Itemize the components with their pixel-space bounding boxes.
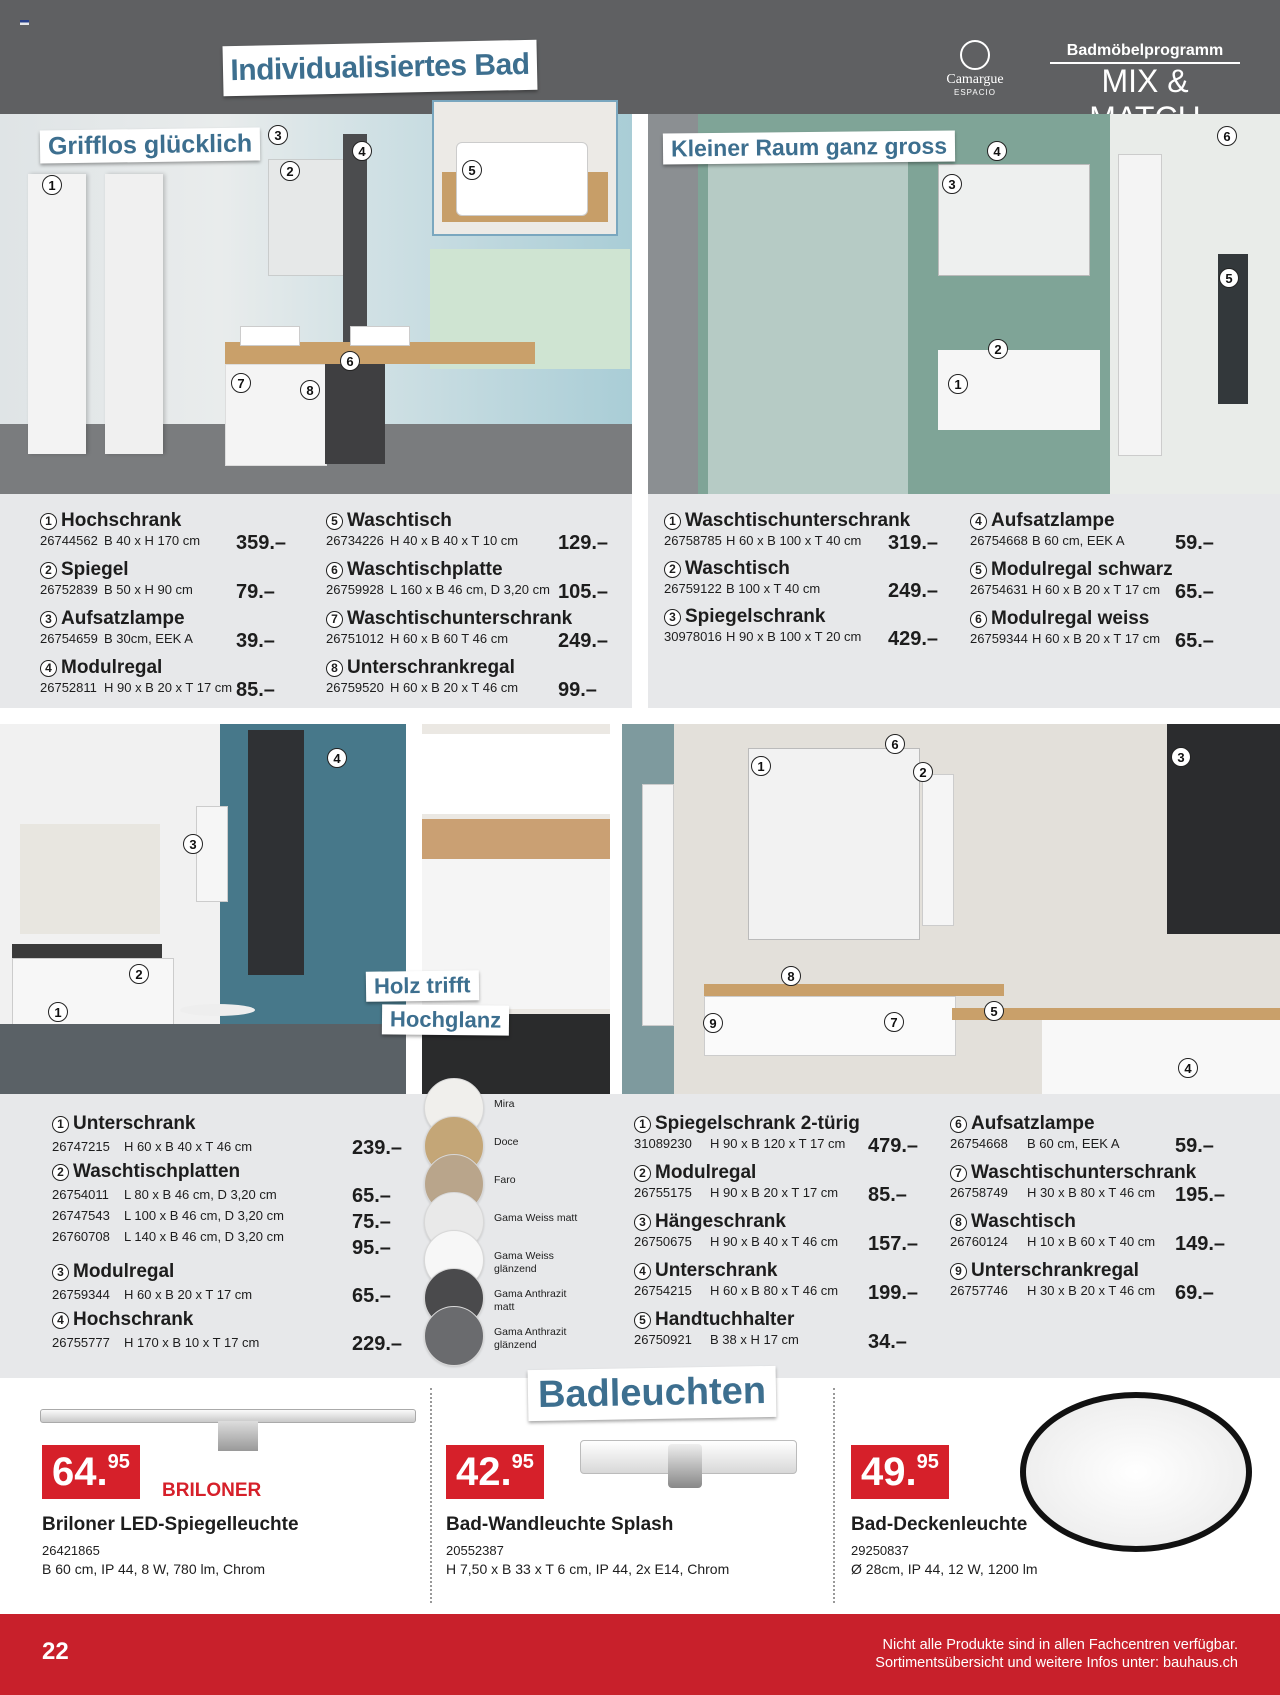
brand-sub: ESPACIO (954, 88, 996, 97)
price-cents: 95 (511, 1451, 534, 1473)
item-number-icon: 6 (950, 1116, 967, 1133)
scene3-photo (0, 724, 406, 1094)
price-cents: 95 (107, 1451, 130, 1473)
item-number-icon: 4 (52, 1312, 69, 1329)
product-dimensions: H 10 x B 60 x T 40 cm (1027, 1234, 1156, 1249)
article-number: 26754011 (52, 1187, 109, 1202)
article-number: 26759928 (326, 582, 384, 597)
product-name-row (52, 1161, 402, 1183)
product-dimensions: H 60 x B 20 x T 17 cm (1032, 631, 1161, 646)
product-item (52, 1309, 402, 1352)
product-price: 149.– (1175, 1233, 1226, 1255)
item-number-icon: 2 (52, 1164, 69, 1181)
scene2-photo (648, 114, 1280, 494)
footer-note-line2: Sortimentsübersicht und weitere Infos unter: bauhaus.ch (875, 1655, 1238, 1671)
item-number-icon: 2 (634, 1165, 651, 1182)
article-number: 26751012 (326, 631, 384, 646)
item-number-icon: 5 (634, 1312, 651, 1329)
callout-1: 1 (48, 1002, 68, 1022)
ceiling-light-image (1020, 1392, 1252, 1552)
callout-5: 5 (984, 1001, 1004, 1021)
scene3-detail-photo (422, 724, 610, 1094)
product-name: Modulregal weiss (991, 608, 1150, 629)
product-price: 65.– (352, 1185, 391, 1207)
callout-3: 3 (942, 174, 962, 194)
lamp-name: Briloner LED-Spiegelleuchte (42, 1514, 299, 1535)
lamp-spec: H 7,50 x B 33 x T 6 cm, IP 44, 2x E14, Chrom (446, 1561, 730, 1577)
product-price: 65.– (1175, 630, 1214, 652)
product-price: 75.– (352, 1211, 391, 1233)
footer-note-line1: Nicht alle Produkte sind in allen Fachcentren verfügbar. (882, 1637, 1238, 1653)
callout-4: 4 (1178, 1058, 1198, 1078)
product-name: Modulregal schwarz (991, 559, 1173, 580)
item-number-icon: 5 (326, 513, 343, 530)
product-name: Waschtisch (347, 510, 452, 531)
product-price: 59.– (1175, 1135, 1214, 1157)
finish-label: Faro (494, 1174, 516, 1186)
product-name-row (970, 510, 1245, 532)
item-number-icon: 3 (40, 611, 57, 628)
product-name: Waschtisch (971, 1211, 1076, 1232)
item-number-icon: 3 (634, 1214, 651, 1231)
callout-7: 7 (884, 1012, 904, 1032)
separator (833, 1388, 835, 1603)
wall-light-mount (668, 1444, 702, 1488)
product-name-row (326, 608, 628, 630)
price-tag (446, 1445, 544, 1499)
product-name: Handtuchhalter (655, 1309, 795, 1330)
product-name: Aufsatzlampe (61, 608, 185, 629)
product-spec-row (52, 1286, 402, 1304)
item-number-icon: 1 (52, 1116, 69, 1133)
product-price: 157.– (868, 1233, 919, 1255)
item-number-icon: 3 (664, 609, 681, 626)
finish-label: Gama Weiss matt (494, 1212, 578, 1224)
article-number: 26752839 (40, 582, 98, 597)
price-main: 42. (456, 1449, 512, 1494)
item-number-icon: 1 (634, 1116, 651, 1133)
item-number-icon: 5 (970, 562, 987, 579)
product-price: 65.– (1175, 581, 1214, 603)
product-dimensions: H 90 x B 40 x T 46 cm (710, 1234, 839, 1249)
product-spec-row (52, 1138, 402, 1156)
product-name-row (326, 657, 628, 679)
price-main: 64. (52, 1449, 108, 1494)
product-name: Hängeschrank (655, 1211, 786, 1232)
product-dimensions: H 90 x B 20 x T 17 cm (710, 1185, 839, 1200)
product-name: Hochschrank (61, 510, 182, 531)
product-name: Waschtischplatten (73, 1161, 241, 1182)
article-number: 26754631 (970, 582, 1028, 597)
callout-6: 6 (885, 734, 905, 754)
product-price: 319.– (888, 532, 939, 554)
article-number: 26755175 (634, 1185, 692, 1200)
product-item (52, 1161, 402, 1246)
product-name: Modulregal (655, 1162, 757, 1183)
product-dimensions: H 60 x B 60 T 46 cm (390, 631, 509, 646)
product-price: 85.– (868, 1184, 907, 1206)
product-name-row (40, 559, 306, 581)
product-dimensions: H 60 x B 100 x T 40 cm (726, 533, 862, 548)
product-name: Aufsatzlampe (991, 510, 1115, 531)
finish-label: Gama Anthrazit matt (494, 1288, 567, 1313)
item-number-icon: 4 (970, 513, 987, 530)
product-price: 105.– (558, 581, 609, 603)
item-number-icon: 7 (950, 1165, 967, 1182)
callout-6: 6 (340, 351, 360, 371)
product-name-row (40, 608, 306, 630)
lamp-article-number: 20552387 (446, 1543, 504, 1558)
lamp-spec: B 60 cm, IP 44, 8 W, 780 lm, Chrom (42, 1561, 266, 1577)
product-price: 429.– (888, 628, 939, 650)
lamp-name: Bad-Wandleuchte Splash (446, 1514, 674, 1535)
article-number: 26750675 (634, 1234, 692, 1249)
product-dimensions: H 30 x B 20 x T 46 cm (1027, 1283, 1156, 1298)
product-item (52, 1261, 402, 1304)
callout-3: 3 (183, 834, 203, 854)
product-name-row (950, 1260, 1245, 1282)
product-dimensions: H 30 x B 80 x T 46 cm (1027, 1185, 1156, 1200)
product-dimensions: B 60 cm, EEK A (1032, 533, 1125, 548)
product-dimensions: B 40 x H 170 cm (104, 533, 201, 548)
item-number-icon: 8 (950, 1214, 967, 1231)
article-number: 26755777 (52, 1335, 110, 1350)
product-price: 99.– (558, 679, 597, 701)
product-name-row (40, 657, 306, 679)
article-number: 30978016 (664, 629, 722, 644)
product-name: Hochschrank (73, 1309, 194, 1330)
lamp-spec: Ø 28cm, IP 44, 12 W, 1200 lm (851, 1561, 1038, 1577)
article-number: 26747543 (52, 1208, 110, 1223)
brand-name: Camargue (946, 72, 1004, 87)
article-number: 26734226 (326, 533, 384, 548)
product-price: 59.– (1175, 532, 1214, 554)
product-name-row (970, 559, 1245, 581)
brand-mark-icon (960, 40, 990, 70)
callout-9: 9 (703, 1013, 723, 1033)
item-number-icon: 4 (634, 1263, 651, 1280)
product-price: 199.– (868, 1282, 919, 1304)
product-price: 79.– (236, 581, 275, 603)
article-number: 26760124 (950, 1234, 1008, 1249)
product-name-row (634, 1113, 938, 1135)
product-name: Waschtischplatte (347, 559, 503, 580)
product-name-row (326, 559, 628, 581)
product-name: Waschtischunterschrank (685, 510, 911, 531)
page-number: 22 (42, 1638, 69, 1665)
product-dimensions: B 100 x T 40 cm (726, 581, 821, 596)
article-number: 26759122 (664, 581, 722, 596)
product-dimensions: H 60 x B 20 x T 17 cm (1032, 582, 1161, 597)
article-number: 26754215 (634, 1283, 692, 1298)
product-spec-row (52, 1186, 402, 1204)
product-item (52, 1113, 402, 1156)
product-name: Spiegelschrank (685, 606, 826, 627)
item-number-icon: 7 (326, 611, 343, 628)
product-price: 69.– (1175, 1282, 1214, 1304)
product-name: Unterschrank (655, 1260, 778, 1281)
finish-label: Gama Weiss glänzend (494, 1250, 554, 1275)
product-dimensions: H 90 x B 120 x T 17 cm (710, 1136, 846, 1151)
separator (430, 1388, 432, 1603)
article-number: 26750921 (634, 1332, 692, 1347)
product-dimensions: L 160 x B 46 cm, D 3,20 cm (390, 582, 550, 597)
price-main: 49. (861, 1449, 917, 1494)
product-dimensions: B 38 x H 17 cm (710, 1332, 799, 1347)
callout-8: 8 (781, 966, 801, 986)
lamp-name: Bad-Deckenleuchte (851, 1514, 1028, 1535)
item-number-icon: 8 (326, 660, 343, 677)
product-name: Spiegelschrank 2-türig (655, 1113, 860, 1134)
callout-1: 1 (751, 756, 771, 776)
lamps-title: Badleuchten (528, 1366, 777, 1421)
product-price: 95.– (352, 1237, 391, 1259)
scene3-title-line2: Hochglanz (382, 1004, 510, 1035)
product-price: 249.– (558, 630, 609, 652)
product-name: Modulregal (61, 657, 163, 678)
callout-2: 2 (129, 964, 149, 984)
callout-6: 6 (1217, 126, 1237, 146)
mirror-light-mount (218, 1421, 258, 1451)
product-price: 85.– (236, 679, 275, 701)
product-price: 479.– (868, 1135, 919, 1157)
product-name-row (950, 1113, 1245, 1135)
product-name-row (326, 510, 628, 532)
product-name: Waschtischunterschrank (971, 1162, 1197, 1183)
product-price: 195.– (1175, 1184, 1226, 1206)
product-name: Waschtisch (685, 558, 790, 579)
product-dimensions: L 140 x B 46 cm, D 3,20 cm (124, 1229, 284, 1244)
article-number: 26752811 (40, 680, 97, 695)
callout-2: 2 (988, 339, 1008, 359)
item-number-icon: 9 (950, 1263, 967, 1280)
product-name: Spiegel (61, 559, 129, 580)
finish-label: Gama Anthrazit glänzend (494, 1326, 567, 1351)
program-name: MIX & (1050, 63, 1240, 139)
footer-note (760, 1636, 1238, 1672)
page-title-sticker (223, 40, 538, 97)
scene2-title: Kleiner Raum ganz gross (663, 130, 955, 164)
flag-icon (20, 20, 29, 25)
item-number-icon: 6 (970, 611, 987, 628)
product-name-row (40, 510, 306, 532)
article-number: 26759520 (326, 680, 384, 695)
finish-label: Doce (494, 1136, 519, 1148)
article-number: 26759344 (970, 631, 1028, 646)
scene1-inset-photo (432, 100, 618, 236)
item-number-icon: 1 (40, 513, 57, 530)
callout-1: 1 (948, 374, 968, 394)
finish-swatch (424, 1306, 484, 1366)
callout-3: 3 (1171, 747, 1191, 767)
product-dimensions: H 40 x B 40 x T 10 cm (390, 533, 519, 548)
product-dimensions: L 80 x B 46 cm, D 3,20 cm (124, 1187, 277, 1202)
finish-label: Mira (494, 1098, 515, 1110)
lamp-article-number: 29250837 (851, 1543, 909, 1558)
callout-1: 1 (42, 175, 62, 195)
product-name: Modulregal (73, 1261, 175, 1282)
article-number: 26744562 (40, 533, 98, 548)
program-label: Badmöbelprogramm (1050, 42, 1240, 64)
product-name-row (950, 1211, 1245, 1233)
product-dimensions: B 50 x H 90 cm (104, 582, 193, 597)
product-name: Waschtischunterschrank (347, 608, 573, 629)
scene1-title: Grifflos glücklich (40, 127, 261, 163)
product-price: 39.– (236, 630, 275, 652)
product-name-row (664, 606, 958, 628)
product-price: 129.– (558, 532, 609, 554)
product-dimensions: H 60 x B 80 x T 46 cm (710, 1283, 839, 1298)
product-name-row (52, 1261, 402, 1283)
brand-logo (920, 40, 1030, 106)
callout-4: 4 (987, 141, 1007, 161)
item-number-icon: 1 (664, 513, 681, 530)
item-number-icon: 3 (52, 1264, 69, 1281)
product-dimensions: B 60 cm, EEK A (1027, 1136, 1120, 1151)
product-dimensions: H 60 x B 20 x T 46 cm (390, 680, 519, 695)
product-dimensions: L 100 x B 46 cm, D 3,20 cm (124, 1208, 284, 1223)
article-number: 26754668 (950, 1136, 1008, 1151)
price-cents: 95 (916, 1451, 939, 1473)
product-name-row (664, 510, 958, 532)
callout-7: 7 (231, 373, 251, 393)
product-price: 239.– (352, 1137, 403, 1159)
scene3-title-line1: Holz trifft (366, 970, 479, 1002)
product-dimensions: H 60 x B 20 x T 17 cm (124, 1287, 253, 1302)
product-name-row (634, 1309, 938, 1331)
scene4-photo (622, 724, 1280, 1094)
article-number: 26758749 (950, 1185, 1008, 1200)
article-number: 26754659 (40, 631, 98, 646)
product-dimensions: H 170 x B 10 x T 17 cm (124, 1335, 260, 1350)
item-number-icon: 2 (40, 562, 57, 579)
article-number: 26759344 (52, 1287, 110, 1302)
article-number: 26760708 (52, 1229, 110, 1244)
product-price: 249.– (888, 580, 939, 602)
price-tag (42, 1445, 140, 1499)
product-dimensions: H 90 x B 20 x T 17 cm (104, 680, 233, 695)
product-name-row (634, 1211, 938, 1233)
item-number-icon: 6 (326, 562, 343, 579)
product-price: 359.– (236, 532, 287, 554)
item-number-icon: 2 (664, 561, 681, 578)
product-name-row (970, 608, 1245, 630)
product-price: 65.– (352, 1285, 391, 1307)
product-price: 229.– (352, 1333, 403, 1355)
product-price: 34.– (868, 1331, 907, 1353)
article-number: 26758785 (664, 533, 722, 548)
product-name-row (950, 1162, 1245, 1184)
product-spec-row (52, 1207, 402, 1225)
product-name-row (664, 558, 958, 580)
product-name: Aufsatzlampe (971, 1113, 1095, 1134)
item-number-icon: 4 (40, 660, 57, 677)
price-tag (851, 1445, 949, 1499)
product-spec-row (52, 1334, 402, 1352)
callout-5: 5 (1219, 268, 1239, 288)
product-spec-row (52, 1228, 402, 1246)
article-number: 26754668 (970, 533, 1028, 548)
callout-5: 5 (462, 160, 482, 180)
product-name: Unterschrankregal (971, 1260, 1139, 1281)
product-name-row (634, 1260, 938, 1282)
callout-8: 8 (300, 380, 320, 400)
product-dimensions: B 30cm, EEK A (104, 631, 193, 646)
lamp-article-number: 26421865 (42, 1543, 100, 1558)
callout-2: 2 (280, 161, 300, 181)
brand-logo-text: BRILONER (162, 1480, 262, 1501)
article-number: 31089230 (634, 1136, 692, 1151)
callout-4: 4 (327, 748, 347, 768)
product-name-row (52, 1309, 402, 1331)
product-name: Unterschrankregal (347, 657, 515, 678)
callout-2: 2 (913, 762, 933, 782)
article-number: 26747215 (52, 1139, 110, 1154)
callout-3: 3 (268, 125, 288, 145)
product-name: Unterschrank (73, 1113, 196, 1134)
product-name-row (634, 1162, 938, 1184)
product-dimensions: H 90 x B 100 x T 20 cm (726, 629, 862, 644)
callout-4: 4 (352, 141, 372, 161)
product-name-row (52, 1113, 402, 1135)
product-dimensions: H 60 x B 40 x T 46 cm (124, 1139, 253, 1154)
page-title: Individualisiertes Bad (230, 47, 530, 88)
article-number: 26757746 (950, 1283, 1008, 1298)
